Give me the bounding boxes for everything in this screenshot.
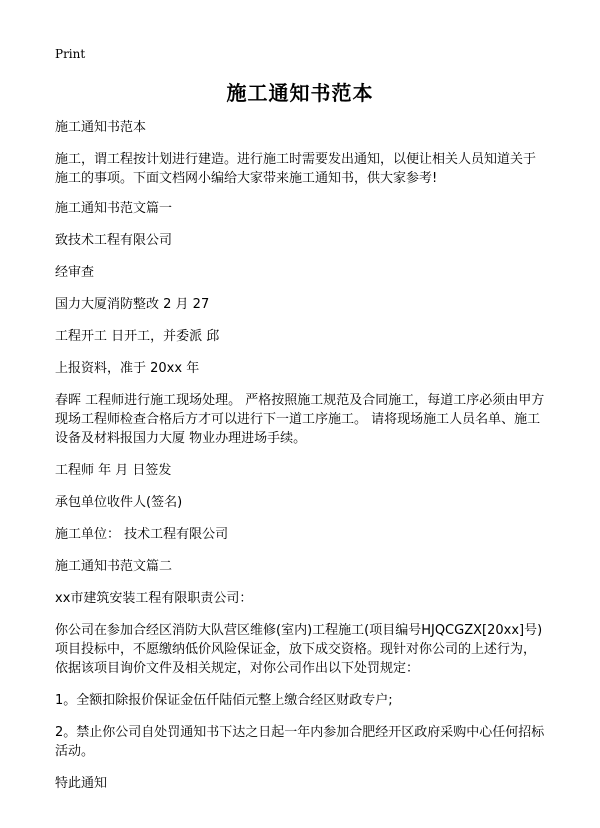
paragraph-project-date: 国力大厦消防整改 2 月 27 xyxy=(55,297,210,312)
paragraph-penalty-item-1: 1。全额扣除报价保证金伍仟陆佰元整上缴合经区财政专户; xyxy=(55,693,393,708)
paragraph-closing: 特此通知 xyxy=(55,776,108,791)
paragraph-engineer-signoff: 工程师 年 月 日签发 xyxy=(55,463,172,478)
paragraph-recipient-company: 致技术工程有限公司 xyxy=(55,233,173,248)
document-body xyxy=(55,118,547,806)
paragraph-submit-materials: 上报资料，准于 20xx 年 xyxy=(55,361,200,376)
paragraph-penalty-details: 你公司在参加合经区消防大队营区维修(室内)工程施工(项目编号HJQCGZX[20xx]号)项目投标中，不愿缴纳低价风险保证金，放下成交资格。现针对你公司的上述行为，依据该项目询价文件及相关规定，对你公司作出以下处罚规定： xyxy=(55,623,543,676)
paragraph-intro: 施工，谓工程按计划进行建造。进行施工时需要发出通知，以便让相关人员知道关于施工的事项。下面文档网小编给大家带来施工通知书，供大家参考! xyxy=(55,152,537,186)
paragraph-construction-unit: 施工单位： 技术工程有限公司 xyxy=(55,527,229,542)
paragraph-section-two-heading: 施工通知书范文篇二 xyxy=(55,559,173,574)
paragraph-contractor-signature: 承包单位收件人(签名) xyxy=(55,495,183,510)
paragraph-start-work: 工程开工 日开工，并委派 邱 xyxy=(55,329,220,344)
paragraph-site-instructions: 春晖 工程师进行施工现场处理。 严格按照施工规范及合同施工，每道工序必须由甲方 现场工程师检查合格后方才可以进行下一道工序施工。 请将现场施工人员名单、施工设备及材料报国力大厦 物业办理进场手续。 xyxy=(55,393,545,446)
document-title: 施工通知书范本 xyxy=(226,81,374,105)
paragraph-review: 经审查 xyxy=(55,265,95,280)
paragraph-section-one-heading: 施工通知书范文篇一 xyxy=(55,201,173,216)
paragraph-penalty-item-2: 2。禁止你公司自处罚通知书下达之日起一年内参加合肥经开区政府采购中心任何招标活动。 xyxy=(55,725,545,759)
paragraph-subtitle: 施工通知书范本 xyxy=(55,120,147,135)
print-label: Print xyxy=(55,47,86,61)
paragraph-notice-recipient: xx市建筑安装工程有限职责公司： xyxy=(55,591,253,606)
